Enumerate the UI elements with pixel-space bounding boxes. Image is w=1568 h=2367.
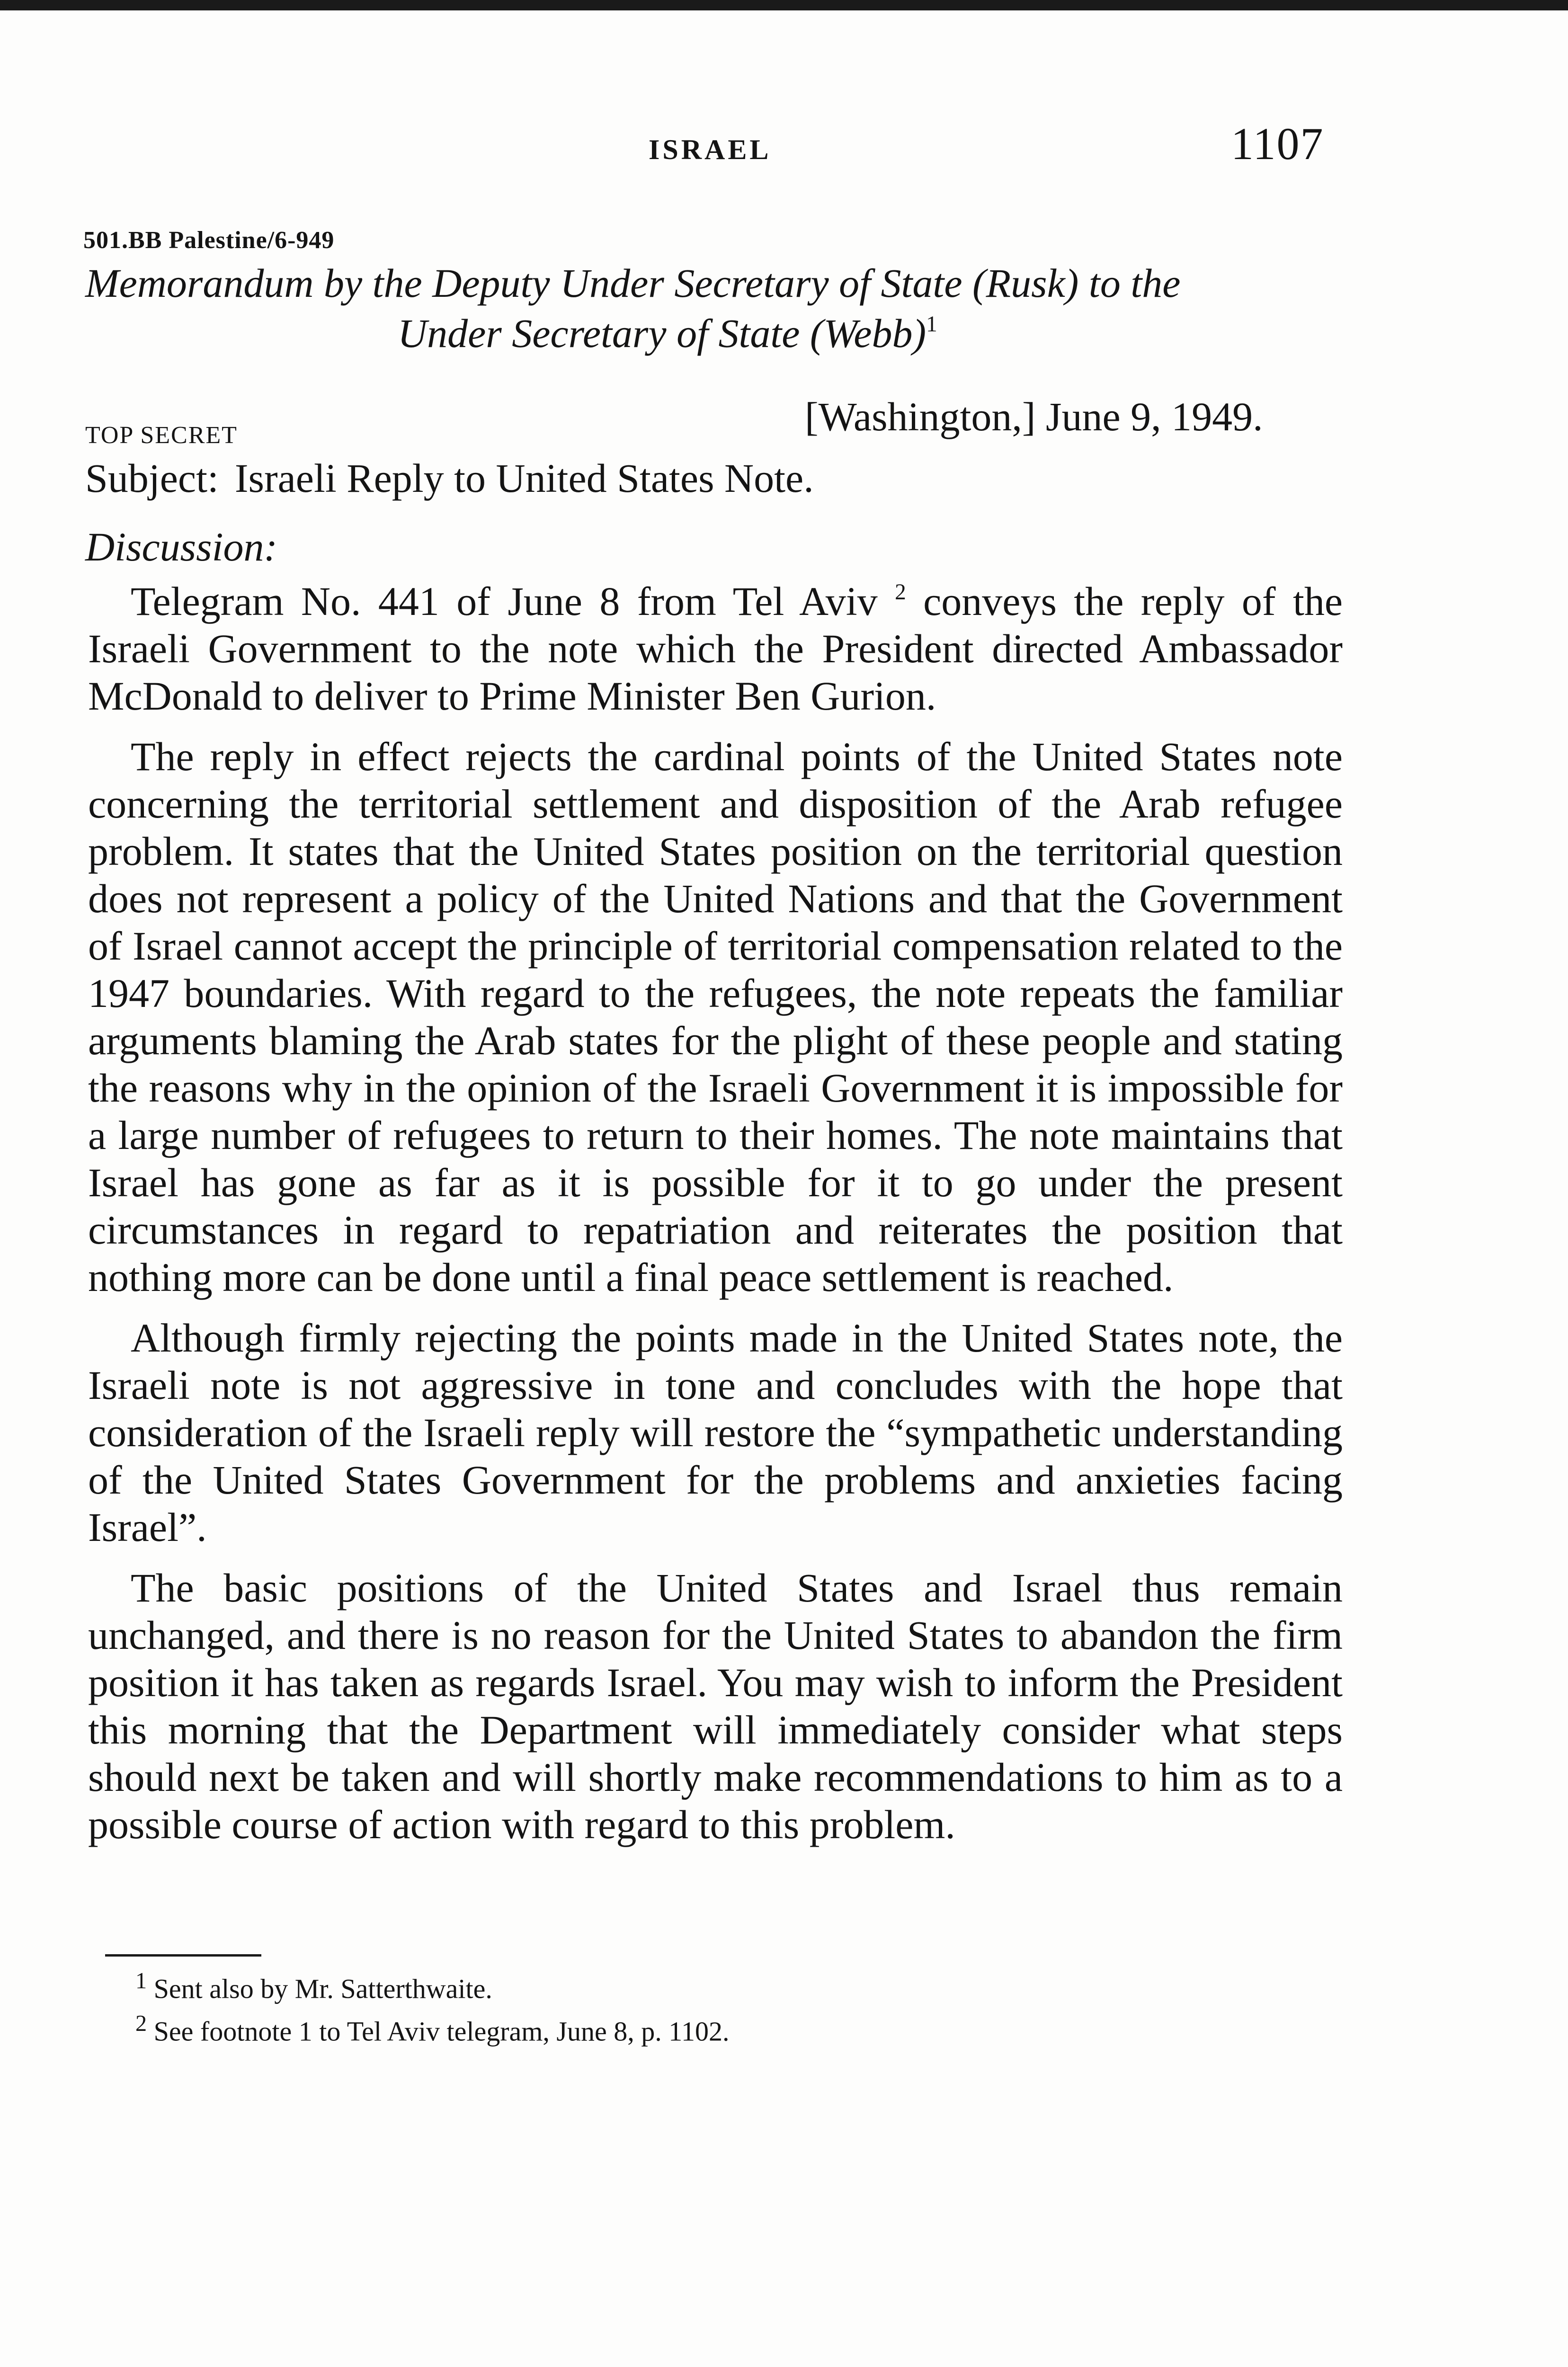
paragraph-1-end: conveys the reply of the Israeli Government to the note which the President directed Ambassador McDonald to deliver to Prime Minister Ben Gurion. [88, 578, 1343, 719]
paragraph-3: Although firmly rejecting the points made in the United States note, the Israeli note is not aggressive in tone and concludes with the hope that consideration of the Israeli reply will restore the “sympathetic understanding of the United States Government for the problems and anxieties facing Israel”. [88, 1315, 1343, 1550]
paragraph-1-footnote-marker: 2 [895, 579, 906, 605]
footnote-divider [105, 1954, 261, 1957]
file-reference: 501.BB Palestine/6-949 [83, 227, 335, 254]
footnote-2 [135, 2006, 1319, 2049]
footnote-1-marker: 1 [135, 1968, 147, 1993]
subject-line [85, 454, 814, 502]
paragraph-4: The basic positions of the United States and Israel thus remain unchanged, and there is no reason for the United States to abandon the firm position it has taken as regards Israel. You may wish to inform the President this morning that the Department will immediately consider what steps should next be taken and will shortly make recommendations to him as to a possible course of action with regard to this problem. [88, 1565, 1343, 1847]
paragraph-1-start: Telegram No. 441 of June 8 from Tel Aviv [131, 578, 878, 624]
paragraph-2: The reply in effect rejects the cardinal points of the United States note concerning the territorial settlement and disposition of the Arab refugee problem. It states that the United States position on the territorial question does not represent a policy of the United Nations and that the Government of Israel cannot accept the principle of territorial compensation related to the 1947 boundaries. With regard to the refugees, the note repeats the familiar arguments blaming the Arab states for the plight of these people and stating the reasons why in the opinion of the Israeli Government it is impossible for a large number of refugees to return to their homes. The note maintains that Israel has gone as far as it is possible for it to go under the present circumstances in regard to repatriation and reiterates the position that nothing more can be done until a final peace settlement is reached. [88, 734, 1343, 1300]
footnote-1 [135, 1964, 1319, 2006]
page-top-border [0, 0, 1568, 10]
subject-text: Israeli Reply to United States Note. [234, 455, 814, 501]
paragraph-1 [88, 578, 1343, 720]
running-head: ISRAEL [649, 134, 772, 165]
subject-label: Subject: [85, 455, 219, 501]
classification-label: TOP SECRET [85, 422, 238, 449]
title-line-2 [85, 308, 1345, 358]
title-line-1: Memorandum by the Deputy Under Secretary of State (Rusk) to the [85, 260, 1181, 306]
footnote-2-marker: 2 [135, 2011, 147, 2037]
title-footnote-marker: 1 [926, 311, 937, 337]
footnote-1-text: Sent also by Mr. Satterthwaite. [153, 1973, 492, 2004]
footnotes [135, 1964, 1319, 2049]
document-title [85, 258, 1345, 358]
discussion-heading: Discussion: [85, 524, 278, 570]
memo-body [88, 578, 1343, 1861]
dateline: [Washington,] June 9, 1949. [805, 394, 1263, 439]
title-line-2-text: Under Secretary of State (Webb) [398, 311, 927, 356]
page-number: 1107 [1231, 118, 1324, 169]
footnote-2-text: See footnote 1 to Tel Aviv telegram, June 8, p. 1102. [153, 2016, 730, 2047]
